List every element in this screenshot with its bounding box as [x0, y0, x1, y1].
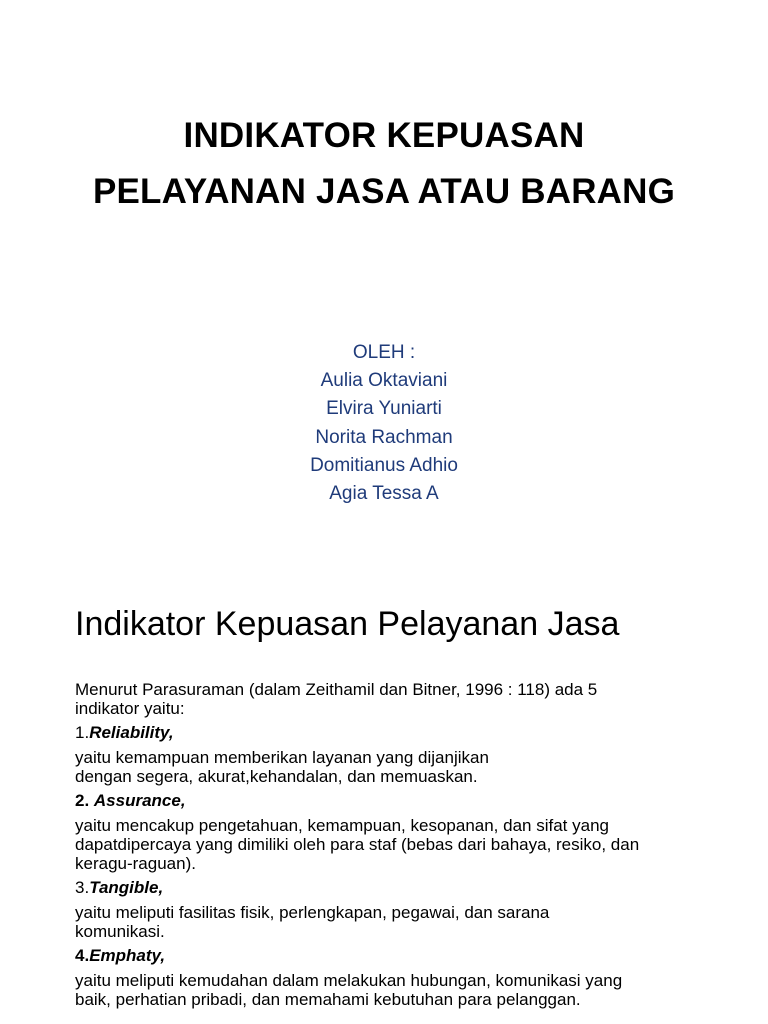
slide-heading: Indikator Kepuasan Pelayanan Jasa [75, 605, 620, 643]
slide-content [0, 578, 768, 1024]
indicator-name: Tangible, [89, 878, 164, 897]
by-label: OLEH : [352, 342, 416, 363]
indicator-heading-1 [75, 723, 735, 742]
description-line: yaitu meliputi fasilitas fisik, perlengkapan, pegawai, dan sarana [75, 903, 550, 922]
intro-line: indikator yaitu: [75, 699, 185, 718]
authors-block [0, 339, 768, 508]
indicator-description-1 [75, 748, 735, 786]
title-line-2: PELAYANAN JASA ATAU BARANG [92, 172, 676, 211]
slide-title-heading [0, 108, 768, 220]
author-name: Elvira Yuniarti [326, 398, 442, 420]
indicator-number: 1. [75, 723, 90, 742]
intro-paragraph [75, 680, 735, 718]
description-line: komunikasi. [75, 922, 165, 941]
description-line: yaitu kemampuan memberikan layanan yang dijanjikan [75, 748, 489, 767]
indicator-description-2 [75, 816, 735, 873]
description-line: dengan segera, akurat,kehandalan, dan memuaskan. [75, 767, 478, 786]
author-name: Domitianus Adhio [310, 454, 458, 476]
author-name: Agia Tessa A [329, 483, 439, 505]
indicator-heading-2 [75, 791, 735, 810]
indicator-name: Assurance, [93, 791, 186, 810]
indicator-number: 4. [75, 946, 90, 965]
description-line: keragu-raguan). [75, 854, 196, 873]
description-line: dapatdipercaya yang dimiliki oleh para staf (bebas dari bahaya, resiko, dan [75, 835, 640, 854]
slide-body [75, 680, 735, 1009]
description-line: yaitu meliputi kemudahan dalam melakukan hubungan, komunikasi yang [75, 971, 623, 990]
indicator-description-4 [75, 971, 735, 1009]
description-line: yaitu mencakup pengetahuan, kemampuan, kesopanan, dan sifat yang [75, 816, 609, 835]
indicator-number: 2. [75, 791, 94, 810]
author-name: Aulia Oktaviani [320, 370, 448, 392]
indicator-number: 3. [75, 878, 90, 897]
indicator-name: Reliability, [89, 723, 174, 742]
indicator-heading-4 [75, 946, 735, 965]
indicator-name: Emphaty, [89, 946, 166, 965]
indicator-description-3 [75, 903, 735, 941]
indicator-heading-3 [75, 878, 735, 897]
author-name: Norita Rachman [315, 426, 453, 448]
intro-line: Menurut Parasuraman (dalam Zeithamil dan Bitner, 1996 : 118) ada 5 [75, 680, 598, 699]
title-line-1: INDIKATOR KEPUASAN [183, 116, 585, 155]
description-line: baik, perhatian pribadi, dan memahami kebutuhan para pelanggan. [75, 990, 581, 1009]
